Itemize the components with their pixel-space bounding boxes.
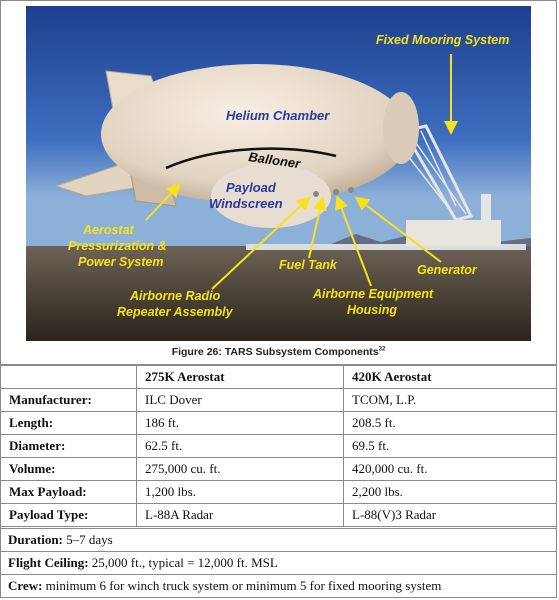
label-pressurization-1: Aerostat [83, 223, 134, 237]
duration-value: 5–7 days [62, 532, 113, 547]
duration-row [0, 528, 557, 550]
flight-ceiling-label: Flight Ceiling: [8, 555, 89, 570]
row-value-275k: 275,000 cu. ft. [137, 458, 344, 481]
table-row [1, 412, 557, 435]
crew-label: Crew: [8, 578, 43, 593]
flight-ceiling-value: 25,000 ft., typical = 12,000 ft. MSL [88, 555, 278, 570]
caption-footnote-ref: 32 [378, 346, 386, 353]
row-value-420k: 208.5 ft. [344, 412, 557, 435]
flight-ceiling-row [0, 551, 557, 573]
row-value-420k: TCOM, L.P. [344, 389, 557, 412]
table-row [1, 389, 557, 412]
table-row [1, 481, 557, 504]
row-label: Length: [1, 412, 137, 435]
label-windscreen: Windscreen [209, 196, 283, 211]
header-420k: 420K Aerostat [344, 366, 557, 389]
crew-row [0, 574, 557, 596]
label-radio-2: Repeater Assembly [117, 305, 233, 319]
header-275k: 275K Aerostat [137, 366, 344, 389]
label-radio-1: Airborne Radio [130, 289, 221, 303]
label-pressurization-2: Pressurization & [68, 239, 167, 253]
row-value-420k: L-88(V)3 Radar [344, 504, 557, 527]
row-value-420k: 420,000 cu. ft. [344, 458, 557, 481]
aerostat-photo [26, 6, 531, 341]
aerostat-spec-table [0, 365, 557, 527]
row-label: Diameter: [1, 435, 137, 458]
label-payload: Payload [226, 180, 276, 195]
label-equipment-2: Housing [347, 303, 397, 317]
table-row [1, 458, 557, 481]
row-value-275k: 1,200 lbs. [137, 481, 344, 504]
label-equipment-1: Airborne Equipment [313, 287, 434, 301]
table-row [1, 504, 557, 527]
row-value-420k: 2,200 lbs. [344, 481, 557, 504]
row-label: Max Payload: [1, 481, 137, 504]
row-value-420k: 69.5 ft. [344, 435, 557, 458]
label-fuel-tank: Fuel Tank [279, 258, 337, 272]
label-generator: Generator [417, 263, 477, 277]
header-blank [1, 366, 137, 389]
table-row [1, 435, 557, 458]
row-label: Volume: [1, 458, 137, 481]
figure-caption: Figure 26: TARS Subsystem Components$^{32}$ [171, 346, 386, 358]
duration-label: Duration: [8, 532, 63, 547]
table-header-row [1, 366, 557, 389]
row-label: Payload Type: [1, 504, 137, 527]
label-balloner: Balloner [247, 149, 302, 172]
row-value-275k: 186 ft. [137, 412, 344, 435]
row-value-275k: 62.5 ft. [137, 435, 344, 458]
crew-value: minimum 6 for winch truck system or minimum 5 for fixed mooring system [42, 578, 442, 593]
row-value-275k: ILC Dover [137, 389, 344, 412]
label-helium-chamber: Helium Chamber [226, 108, 330, 123]
label-fixed-mooring: Fixed Mooring System [376, 33, 510, 47]
label-pressurization-3: Power System [78, 255, 164, 269]
row-label: Manufacturer: [1, 389, 137, 412]
aerostat-illustration [26, 6, 531, 341]
row-value-275k: L-88A Radar [137, 504, 344, 527]
